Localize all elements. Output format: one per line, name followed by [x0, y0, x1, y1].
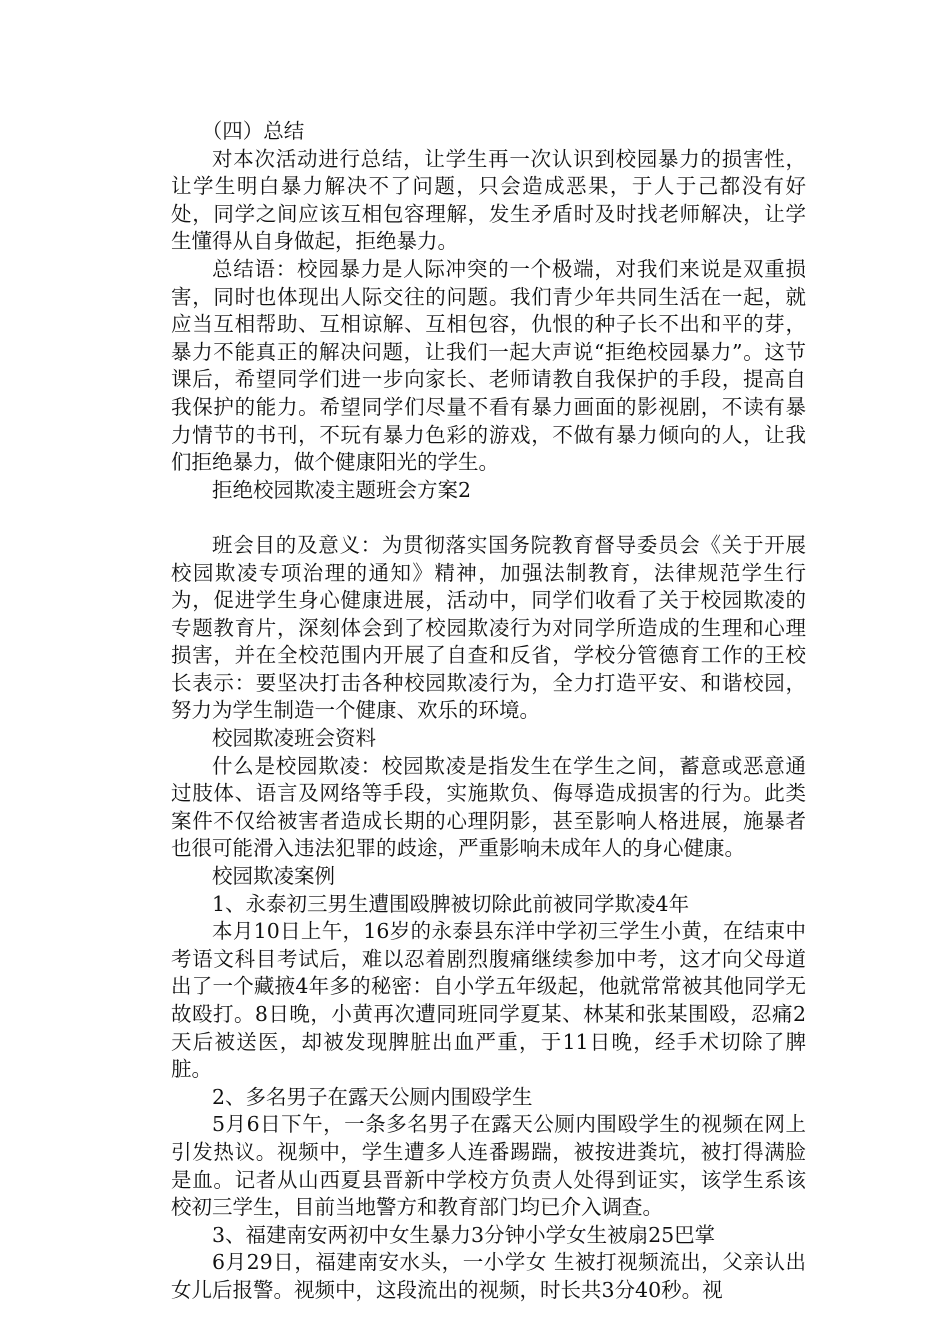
case-1-body: 本月10日上午，16岁的永泰县东洋中学初三学生小黄，在结束中考语文科目考试后，难以忍着剧烈腹痛继续参加中考，这才向父母道出了一个藏掖4年多的秘密：自小学五年级起，他就常常被其他同学无故殴打。8日晚，小黄再次遭同班同学夏某、林某和张某围殴，忍痛2天后被送医，却被发现脾脏出血严重，于11日晚，经手术切除了脾脏。 [171, 919, 806, 1082]
section-heading-summary: （四）总结 [201, 119, 305, 143]
plan-2-title: 拒绝校园欺凌主题班会方案2 [212, 477, 472, 502]
document-page [171, 118, 806, 1305]
case-1-title: 1、永泰初三男生遭围殴脾被切除此前被同学欺凌4年 [212, 891, 690, 916]
blank-line [171, 504, 806, 532]
case-2-title: 2、多名男子在露天公厕内围殴学生 [212, 1084, 533, 1109]
case-2-body: 5月6日下午，一条多名男子在露天公厕内围殴学生的视频在网上引发热议。视频中，学生遭多人连番踢踹，被按进粪坑，被打得满脸是血。记者从山西夏县晋新中学校方负责人处得到证实，该学生系该校初三学生，目前当地警方和教育部门均已介入调查。 [171, 1112, 806, 1220]
case-3-title: 3、福建南安两初中女生暴力3分钟小学女生被扇25巴掌 [212, 1222, 716, 1247]
case-3-body: 6月29日，福建南安水头，一小学女 生被打视频流出，父亲认出女儿后报警。视频中，这段流出的视频，时长共3分40秒。视 [171, 1250, 806, 1302]
paragraph-closing-remarks: 总结语：校园暴力是人际冲突的一个极端，对我们来说是双重损害，同时也体现出人际交往的问题。我们青少年共同生活在一起，就应当互相帮助、互相谅解、互相包容，仇恨的种子长不出和平的芽，暴力不能真正的解决问题，让我们一起大声说“拒绝校园暴力”。这节课后，希望同学们进一步向家长、老师请教自我保护的手段，提高自我保护的能力。希望同学们尽量不看有暴力画面的影视剧，不读有暴力情节的书刊，不玩有暴力色彩的游戏，不做有暴力倾向的人，让我们拒绝暴力，做个健康阳光的学生。 [171, 256, 806, 475]
paragraph-bullying-definition: 什么是校园欺凌：校园欺凌是指发生在学生之间，蓄意或恶意通过肢体、语言及网络等手段，实施欺负、侮辱造成损害的行为。此类案件不仅给被害者造成长期的心理阴影，甚至影响人格进展，施暴者也很可能滑入违法犯罪的歧途，严重影响未成年人的身心健康。 [171, 753, 806, 861]
subheading-bullying-cases: 校园欺凌案例 [212, 864, 335, 889]
subheading-meeting-materials: 校园欺凌班会资料 [212, 726, 376, 751]
paragraph-summary: 对本次活动进行总结，让学生再一次认识到校园暴力的损害性，让学生明白暴力解决不了问题，只会造成恶果，于人于己都没有好处，同学之间应该互相包容理解，发生矛盾时及时找老师解决，让学生懂得从自身做起，拒绝暴力。 [171, 146, 806, 254]
paragraph-meeting-purpose: 班会目的及意义：为贯彻落实国务院教育督导委员会《关于开展校园欺凌专项治理的通知》精神，加强法制教育，法律规范学生行为，促进学生身心健康进展，活动中，同学们收看了关于校园欺凌的专题教育片，深刻体会到了校园欺凌行为对同学所造成的生理和心理损害，并在全校范围内开展了自查和反省，学校分管德育工作的王校长表示：要坚决打击各种校园欺凌行为，全力打造平安、和谐校园，努力为学生制造一个健康、欢乐的环境。 [171, 532, 806, 723]
